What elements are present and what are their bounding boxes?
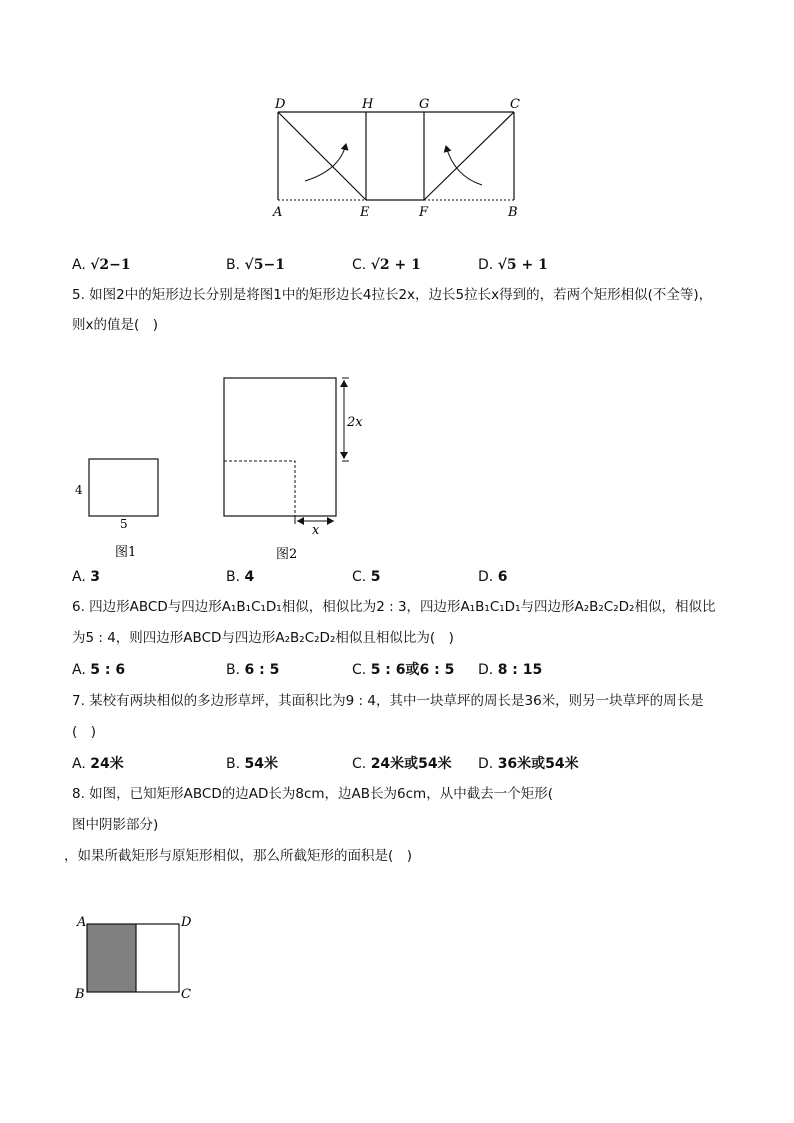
fig1-side-bottom: 5	[120, 517, 128, 531]
label-b: B	[508, 205, 518, 220]
fig2-original-rect	[224, 461, 295, 516]
q8-label-b: B	[75, 987, 85, 1002]
q6-option-d[interactable]: D. 8 : 15	[478, 662, 543, 678]
q8-stem-line3: ，如果所截矩形与原矩形相似，那么所截矩形的面积是( )	[64, 848, 413, 864]
q7-option-a[interactable]: A. 24米	[72, 756, 124, 772]
q5-option-b[interactable]: B. 4	[226, 569, 255, 585]
fig1-side-left: 4	[75, 483, 83, 497]
fold-arrow-right	[446, 146, 482, 185]
fold-figure	[268, 92, 530, 222]
fig1-caption: 图1	[115, 545, 137, 560]
q5-stem-line1: 5. 如图2中的矩形边长分别是将图1中的矩形边长4拉长2x，边长5拉长x得到的，若两个矩形相似(不全等)，	[72, 287, 713, 303]
label-f: F	[419, 205, 429, 220]
label-e: E	[360, 205, 370, 220]
q5-option-a[interactable]: A. 3	[72, 569, 100, 585]
fig2-caption: 图2	[276, 547, 298, 562]
q7-option-b[interactable]: B. 54米	[226, 756, 278, 772]
q4-option-d[interactable]: D. √5 + 1	[478, 257, 548, 273]
fig1-rect	[89, 459, 158, 516]
q7-option-c[interactable]: C. 24米或54米	[352, 756, 452, 772]
q4-option-c[interactable]: C. √2 + 1	[352, 257, 421, 273]
fold-arrow-left	[305, 144, 346, 181]
q8-stem-line1: 8. 如图，已知矩形ABCD的边AD长为8cm，边AB长为6cm，从中截去一个矩形(	[72, 786, 553, 802]
q6-option-c[interactable]: C. 5 : 6或6 : 5	[352, 662, 455, 678]
label-h: H	[362, 97, 374, 112]
fig2-label-x: x	[312, 523, 320, 538]
label-c: C	[510, 97, 520, 112]
q6-option-b[interactable]: B. 6 : 5	[226, 662, 280, 678]
label-a: A	[273, 205, 283, 220]
q4-option-b[interactable]: B. √5−1	[226, 257, 285, 273]
q8-label-a: A	[77, 915, 87, 930]
q7-stem-line1: 7. 某校有两块相似的多边形草坪，其面积比为9 : 4，其中一块草坪的周长是36米，则另一块草坪的周长是	[72, 693, 704, 709]
q6-option-a[interactable]: A. 5 : 6	[72, 662, 126, 678]
q7-option-d[interactable]: D. 36米或54米	[478, 756, 579, 772]
q5-stem-line2: 则x的值是( )	[72, 317, 159, 333]
q6-stem-line1: 6. 四边形ABCD与四边形A₁B₁C₁D₁相似，相似比为2 : 3，四边形A₁B₁C₁D₁与四边形A₂B₂C₂D₂相似，相似比	[72, 599, 716, 615]
shaded-rect	[87, 924, 136, 992]
fig2-label-2x: 2x	[347, 415, 363, 430]
q5-fig1	[72, 452, 172, 562]
fold-line-cf	[424, 112, 514, 200]
q8-label-d: D	[181, 915, 192, 930]
q7-stem-line2: ( )	[72, 724, 97, 740]
q6-stem-line2: 为5 : 4，则四边形ABCD与四边形A₂B₂C₂D₂相似且相似比为( )	[72, 630, 454, 646]
label-g: G	[419, 97, 430, 112]
q5-fig2	[218, 372, 378, 564]
q8-figure	[70, 912, 200, 1004]
fold-line-de	[278, 112, 366, 200]
q8-stem-line2: 图中阴影部分)	[72, 817, 159, 833]
q5-option-c[interactable]: C. 5	[352, 569, 381, 585]
fig2-big-rect	[224, 378, 336, 516]
label-d: D	[275, 97, 286, 112]
q8-label-c: C	[181, 987, 191, 1002]
q5-option-d[interactable]: D. 6	[478, 569, 508, 585]
q4-option-a[interactable]: A. √2−1	[72, 257, 131, 273]
